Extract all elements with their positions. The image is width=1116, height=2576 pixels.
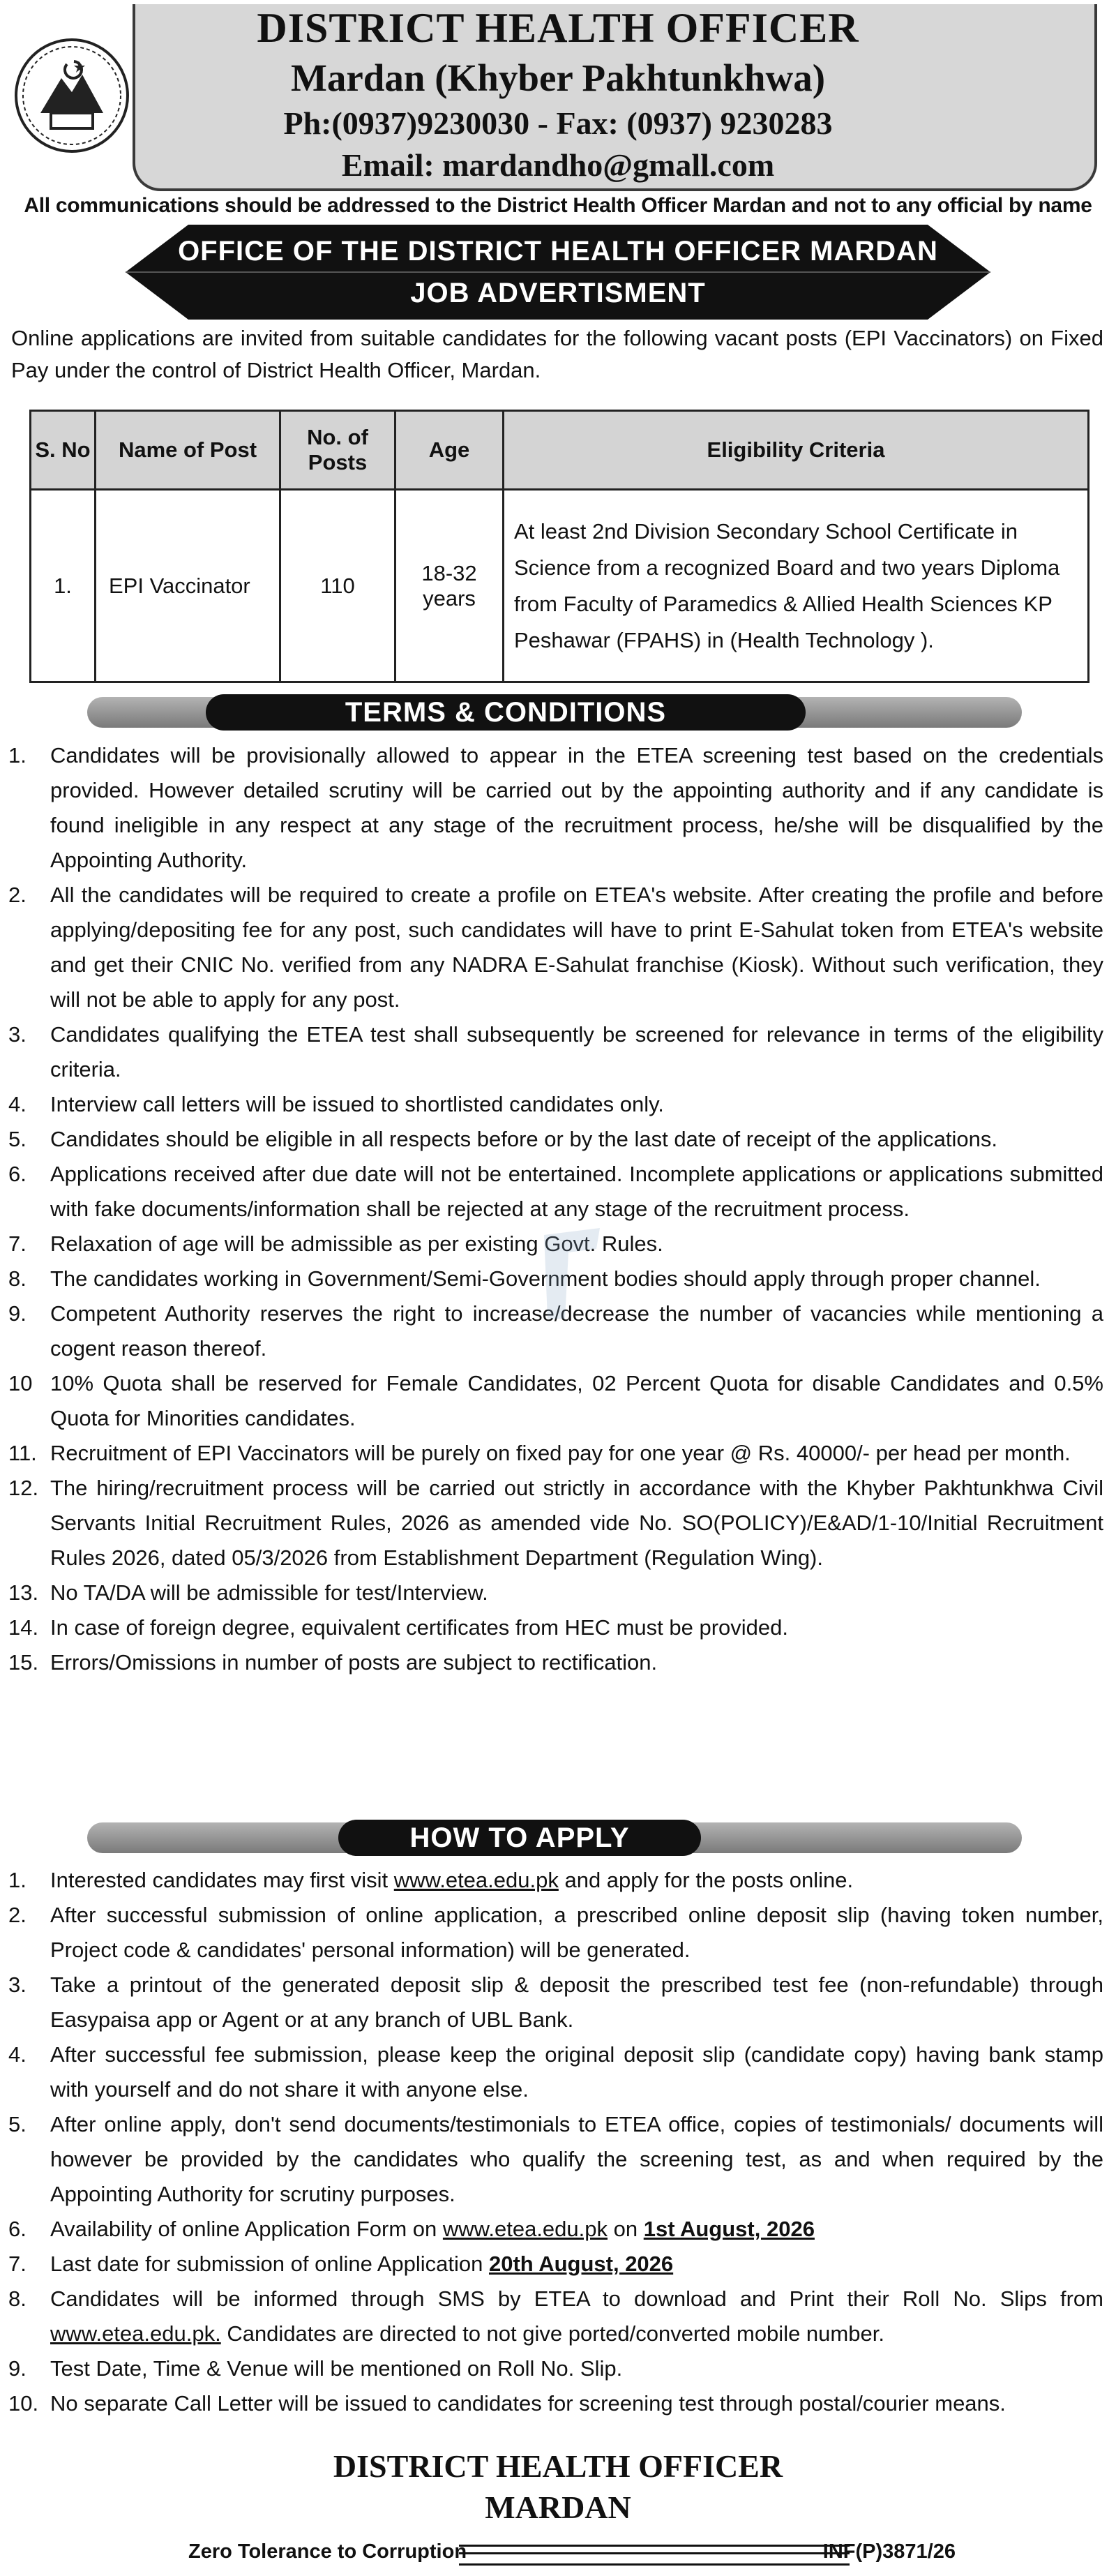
term-number: 8. [8, 1266, 27, 1291]
apply-4-text: After successful fee submission, please keep the original deposit slip (candidate copy) having bank stamp with yourself and do not share it with anyone else. [50, 2042, 1103, 2102]
term-number: 6. [8, 1162, 27, 1186]
term-text: Candidates should be eligible in all respects before or by the last date of receipt of the applications. [50, 1127, 997, 1151]
list-item [8, 1645, 1103, 1680]
footer-location: MARDAN [485, 2489, 631, 2525]
last-date: 20th August, 2026 [489, 2252, 674, 2276]
terms-list [8, 738, 1103, 1680]
term-number: 9. [8, 1301, 27, 1326]
term-number: 2. [8, 883, 27, 907]
list-item [8, 1087, 1103, 1122]
terms-heading-bar [87, 694, 1022, 731]
table-row [31, 490, 1089, 682]
list-item [8, 1610, 1103, 1645]
term-number: 3. [8, 1022, 27, 1047]
banner-office-title: OFFICE OF THE DISTRICT HEALTH OFFICER MARDAN [178, 236, 938, 267]
cell-count: 110 [280, 490, 395, 682]
term-text: Relaxation of age will be admissible as per existing Govt. Rules. [50, 1231, 663, 1256]
list-item: 1. Interested candidates may first visit www.etea.edu.pk and apply for the posts online. [8, 1868, 854, 1892]
cell-sno: 1. [31, 490, 96, 682]
list-item [8, 1017, 1103, 1087]
header-location: Mardan (Khyber Pakhtunkhwa) [290, 57, 826, 99]
apply-6-text: Availability of online Application Form on [50, 2217, 443, 2241]
col-header-post: Name of Post [96, 411, 280, 490]
apply-list [8, 1863, 1103, 2421]
watermark-logo-icon [530, 1221, 614, 1326]
apply-10-text: No separate Call Letter will be issued to candidates for screening test through postal/courier means. [50, 2391, 1006, 2416]
apply-6-mid: on [608, 2217, 644, 2241]
term-text: The candidates working in Government/Semi-Government bodies should apply through proper channel. [50, 1266, 1041, 1291]
term-text: Candidates will be provisionally allowed to appear in the ETEA screening test based on the credentials provided. However detailed scrutiny will be carried out by the appointing authority and if any candidate is found ineligible in any respect at any stage of the recruitment process, he/she will be disqualified by the Appointing Authority. [50, 743, 1103, 872]
term-text: Competent Authority reserves the right to increase/decrease the number of vacancies while mentioning a cogent reason thereof. [50, 1301, 1103, 1361]
etea-website-link[interactable]: www.etea.edu.pk [442, 2217, 608, 2241]
term-number: 5. [8, 1127, 27, 1151]
term-text: In case of foreign degree, equivalent certificates from HEC must be provided. [50, 1615, 788, 1640]
list-item [8, 878, 1103, 1017]
list-item: 8. Candidates will be informed through SMS by ETEA to download and Print their Roll No. Slips from www.etea.edu.pk. Candidates are directed to not give ported/converted mobile number. [8, 2286, 1103, 2346]
term-text: Errors/Omissions in number of posts are subject to rectification. [50, 1650, 658, 1675]
term-number: 15. [8, 1650, 39, 1675]
term-number: 10 [8, 1371, 33, 1395]
office-banner [126, 225, 990, 320]
apply-1-text: Interested candidates may first visit [50, 1868, 394, 1892]
term-number: 4. [8, 1092, 27, 1116]
header-phone-fax: Ph:(0937)9230030 - Fax: (0937) 9230283 [283, 105, 833, 141]
term-number: 11. [8, 1441, 37, 1465]
list-item [8, 1157, 1103, 1227]
term-text: 10% Quota shall be reserved for Female Candidates, 02 Percent Quota for disable Candidates and 0.5% Quota for Minorities candidates. [50, 1371, 1103, 1430]
list-item: 7. Last date for submission of online Application 20th August, 2026 [8, 2252, 674, 2276]
apply-7-text: Last date for submission of online Application [50, 2252, 489, 2276]
header-title: DISTRICT HEALTH OFFICER [257, 5, 859, 51]
term-text: Interview call letters will be issued to shortlisted candidates only. [50, 1092, 664, 1116]
term-text: No TA/DA will be admissible for test/Interview. [50, 1580, 488, 1605]
list-item [8, 738, 1103, 878]
slogan-bar [188, 2538, 956, 2568]
vacancy-table [29, 410, 1089, 683]
table-header-row [31, 411, 1089, 490]
terms-heading: TERMS & CONDITIONS [206, 694, 806, 731]
communications-note: All communications should be addressed to the District Health Officer Mardan and not to any official by name [24, 194, 1092, 217]
list-item: 6. Availability of online Application Form on www.etea.edu.pk on 1st August, 2026 [8, 2217, 815, 2241]
etea-website-link[interactable]: www.etea.edu.pk [393, 1868, 559, 1892]
list-item: 5. After online apply, don't send documents/testimonials to ETEA office, copies of testimonials/ documents will however be provided by the candidates who qualify the screening test, as and when required by the Appointing Authority for scrutiny purposes. [8, 2107, 1103, 2212]
reference-number: INF(P)3871/26 [822, 2540, 956, 2563]
list-item [8, 1436, 1103, 1471]
list-item [8, 1575, 1103, 1610]
intro-paragraph: Online applications are invited from suitable candidates for the following vacant posts (EPI Vaccinators) on Fixed Pay under the control of District Health Officer, Mardan. [11, 326, 1103, 382]
list-item [8, 1366, 1103, 1436]
zero-tolerance-slogan: Zero Tolerance to Corruption [188, 2540, 467, 2563]
col-header-count: No. of Posts [280, 411, 395, 490]
cell-age: 18-32 years [395, 490, 504, 682]
apply-8-text-end: Candidates are directed to not give ported/converted mobile number. [220, 2321, 884, 2346]
apply-heading: HOW TO APPLY [338, 1820, 701, 1856]
term-text: All the candidates will be required to create a profile on ETEA's website. After creating the profile and before applying/depositing fee for any post, such candidates will have to print E-Sahulat token from ETEA's website and get their CNIC No. verified from any NADRA E-Sahulat franchise (Kiosk). Without such verification, they will not be able to apply for any post. [50, 883, 1103, 1012]
list-item [8, 1122, 1103, 1157]
col-header-sno: S. No [31, 411, 96, 490]
list-item [8, 1471, 1103, 1575]
slogan-divider [459, 2545, 850, 2566]
opening-date: 1st August, 2026 [643, 2217, 815, 2241]
list-item: 3. Take a printout of the generated deposit slip & deposit the prescribed test fee (non-refundable) through Easypaisa app or Agent or at any branch of UBL Bank. [8, 1968, 1103, 2037]
term-number: 1. [8, 743, 27, 767]
term-number: 12. [8, 1476, 39, 1500]
apply-5-text: After online apply, don't send documents/testimonials to ETEA office, copies of testimonials/ documents will however be provided by the candidates who qualify the screening test, as and when required by the Appointing Authority for scrutiny purposes. [50, 2112, 1103, 2206]
term-text: Applications received after due date will not be entertained. Incomplete applications or applications submitted with fake documents/information shall be rejected at any stage of the recruitment process. [50, 1162, 1103, 1221]
apply-1-text-end: and apply for the posts online. [558, 1868, 854, 1892]
etea-website-link[interactable]: www.etea.edu.pk. [50, 2321, 221, 2346]
term-text: The hiring/recruitment process will be carried out strictly in accordance with the Khyber Pakhtunkhwa Civil Servants Initial Recruitment Rules, 2026 as amended vide No. SO(POLICY)/E&AD/1-10/Initial Recruitment Rules 2026, dated 05/3/2026 from Establishment Department (Regulation Wing). [50, 1476, 1103, 1570]
list-item: 10. No separate Call Letter will be issued to candidates for screening test through postal/courier means. [8, 2386, 1103, 2421]
list-item: 2. After successful submission of online application, a prescribed online deposit slip (having token number, Project code & candidates' personal information) will be generated. [8, 1898, 1103, 1968]
header-email: Email: mardandho@gmall.com [341, 147, 775, 183]
term-number: 7. [8, 1231, 27, 1256]
cell-criteria: At least 2nd Division Secondary School Certificate in Science from a recognized Board and two years Diploma from Faculty of Paramedics & Allied Health Sciences KP Peshawar (FPAHS) in (Health Technology ). [504, 490, 1089, 682]
apply-8-text: Candidates will be informed through SMS by ETEA to download and Print their Roll No. Slips from [50, 2286, 1103, 2311]
term-number: 13. [8, 1580, 39, 1605]
apply-3-text: Take a printout of the generated deposit slip & deposit the prescribed test fee (non-refundable) through Easypaisa app or Agent or at any branch of UBL Bank. [50, 1972, 1103, 2032]
list-item: 4. After successful fee submission, please keep the original deposit slip (candidate copy) having bank stamp with yourself and do not share it with anyone else. [8, 2037, 1103, 2107]
apply-heading-bar [87, 1820, 1022, 1856]
footer-title: DISTRICT HEALTH OFFICER [333, 2448, 783, 2484]
banner-subtitle: JOB ADVERTISMENT [410, 278, 706, 308]
term-text: Candidates qualifying the ETEA test shall subsequently be screened for relevance in terms of the eligibility criteria. [50, 1022, 1103, 1081]
term-text: Recruitment of EPI Vaccinators will be purely on fixed pay for one year @ Rs. 40000/- per head per month. [50, 1441, 1071, 1465]
term-number: 14. [8, 1615, 39, 1640]
apply-2-text: After successful submission of online application, a prescribed online deposit slip (having token number, Project code & candidates' personal information) will be generated. [50, 1903, 1103, 1962]
list-item: 9. Test Date, Time & Venue will be mentioned on Roll No. Slip. [8, 2351, 1103, 2386]
cell-post: EPI Vaccinator [96, 490, 280, 682]
col-header-criteria: Eligibility Criteria [504, 411, 1089, 490]
apply-9-text: Test Date, Time & Venue will be mentioned on Roll No. Slip. [50, 2356, 623, 2381]
col-header-age: Age [395, 411, 504, 490]
